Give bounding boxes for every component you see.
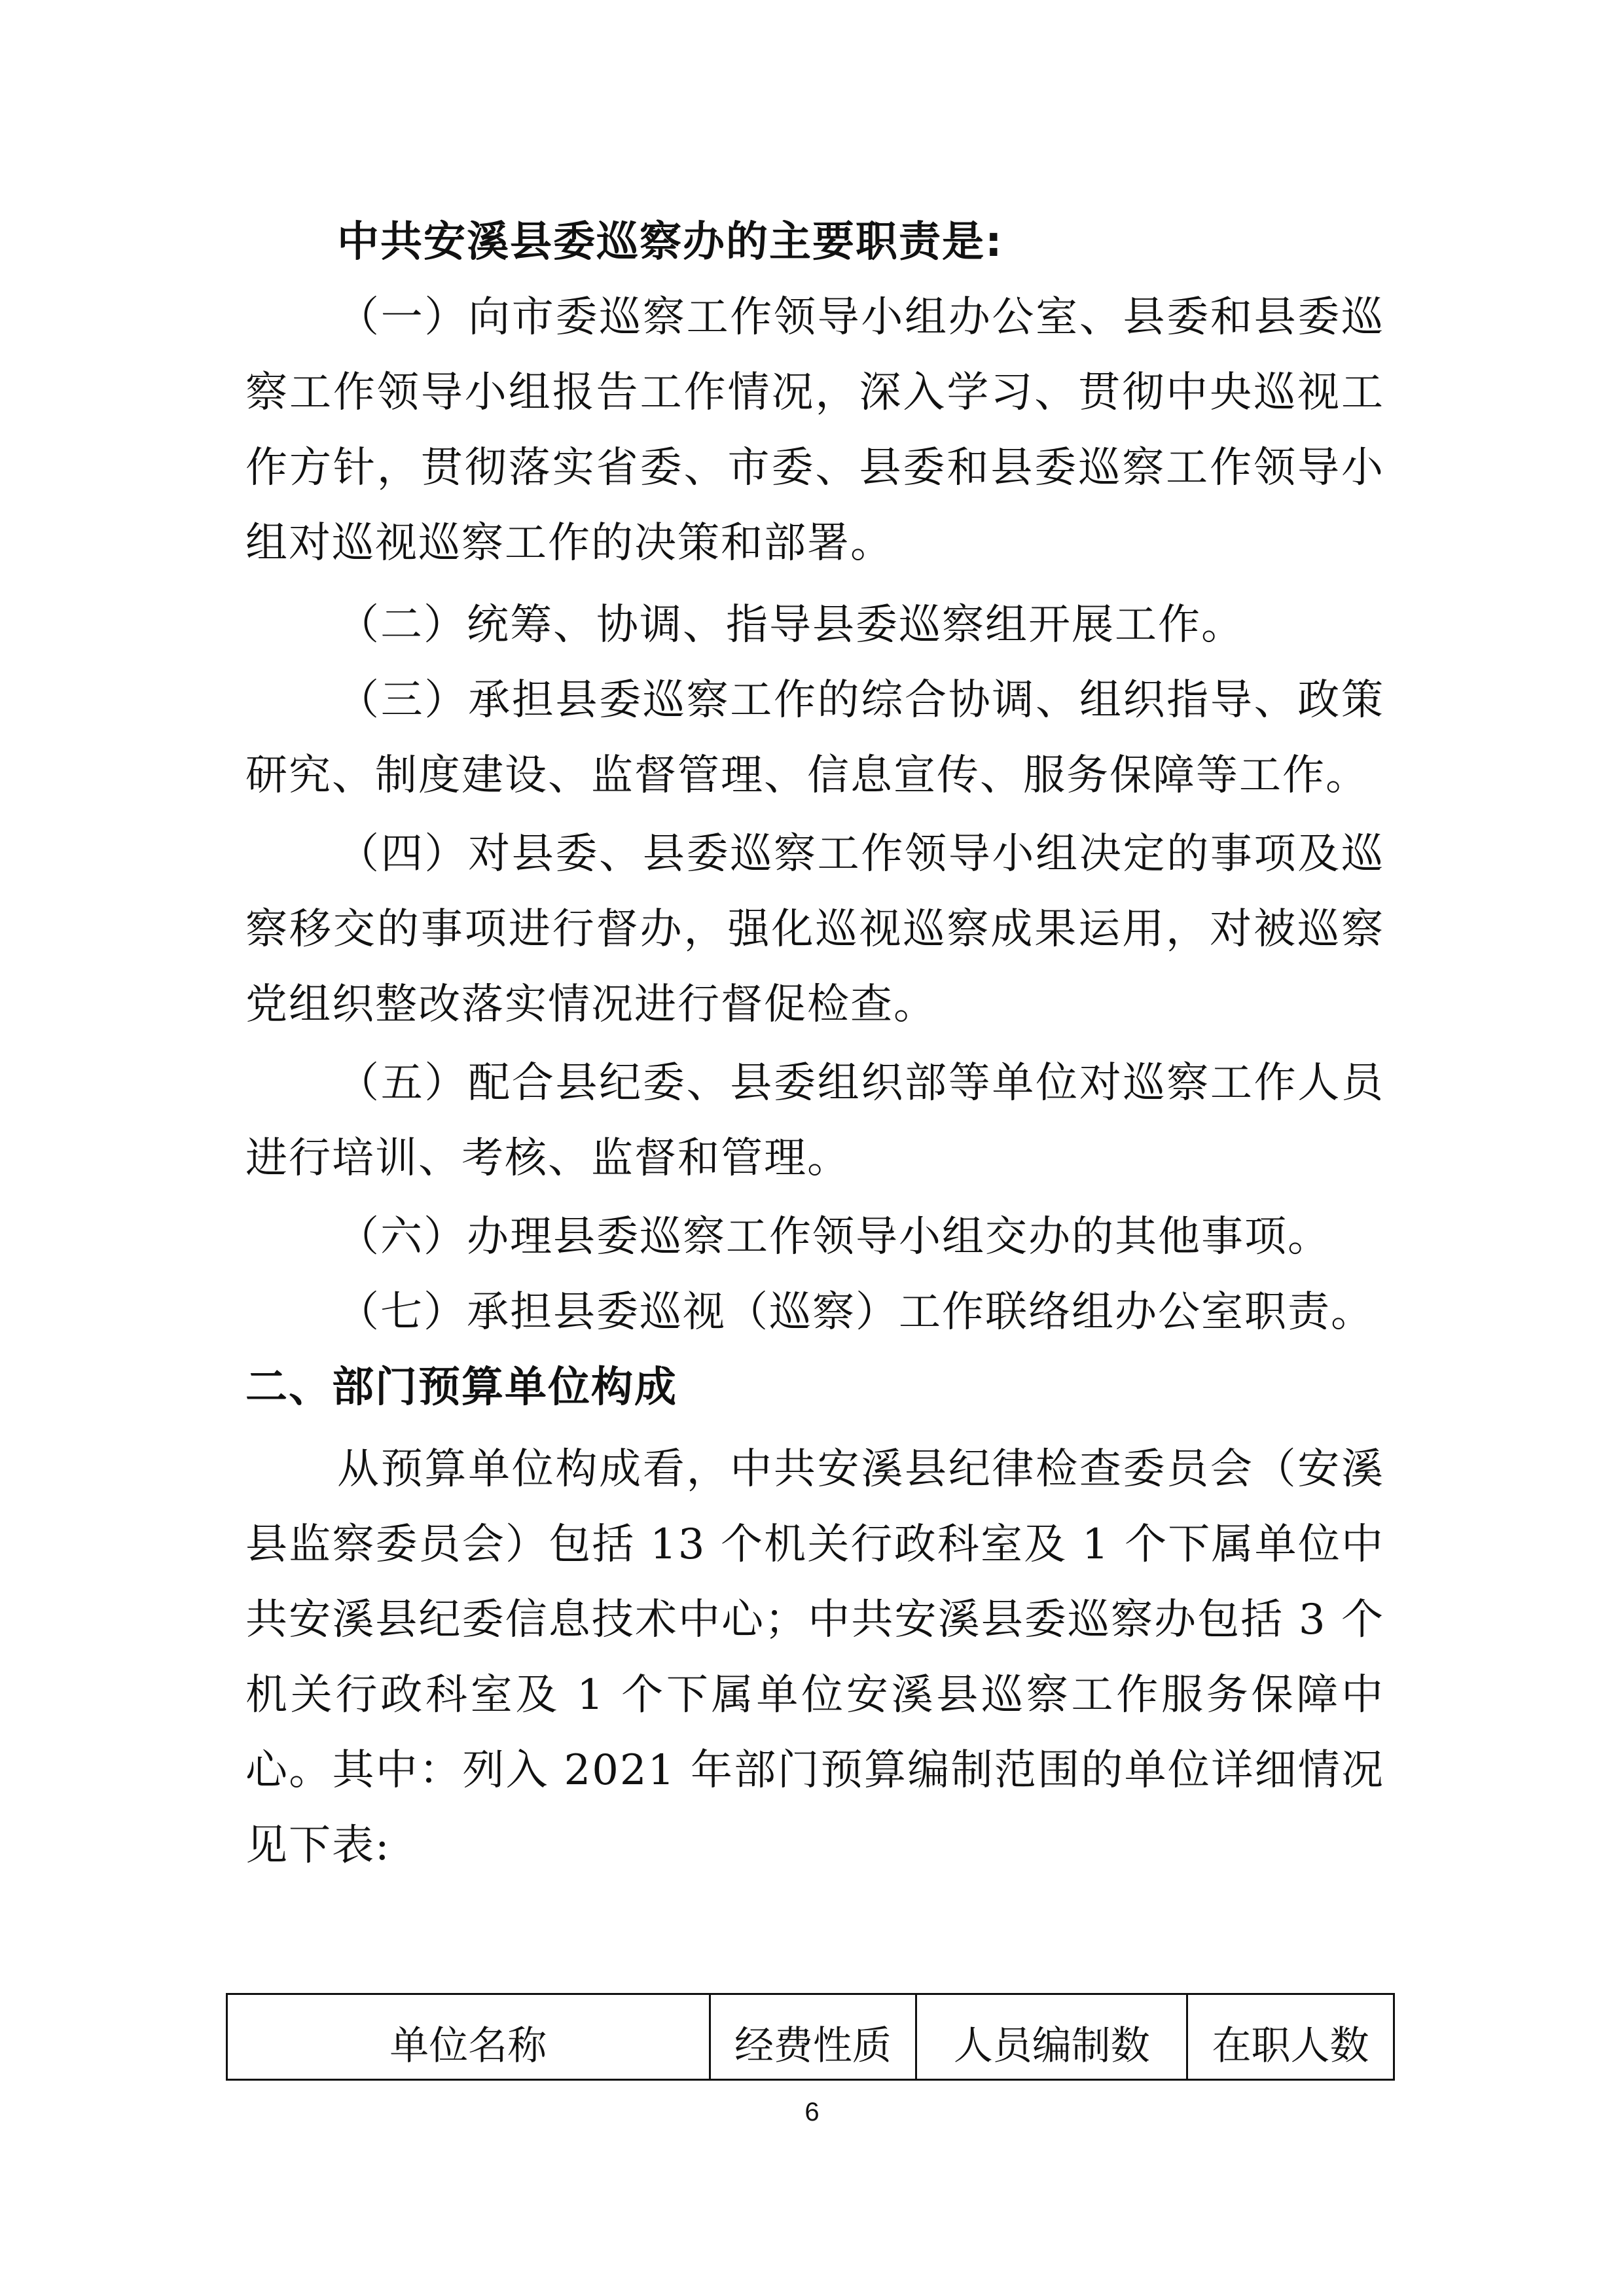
duty-1-line-1: （一）向市委巡察工作领导小组办公室、县委和县委巡 (337, 293, 1384, 342)
duties-heading: 中共安溪县委巡察办的主要职责是: (337, 218, 1003, 266)
section-2-line-2: 县监察委员会）包括 13 个机关行政科室及 1 个下属单位中 (245, 1520, 1384, 1569)
duty-7: （七）承担县委巡视（巡察）工作联络组办公室职责。 (337, 1288, 1374, 1336)
section-2-line-5: 心。其中：列入 2021 年部门预算编制范围的单位详细情况 (245, 1746, 1384, 1795)
table-header-row (227, 1994, 1394, 2080)
section-2-line-1: 从预算单位构成看，中共安溪县纪律检查委员会（安溪 (337, 1445, 1384, 1494)
section-2-line-4: 机关行政科室及 1 个下属单位安溪县巡察工作服务保障中 (245, 1671, 1384, 1719)
duty-5-line-1: （五）配合县纪委、县委组织部等单位对巡察工作人员 (337, 1059, 1384, 1107)
section-2-line-6: 见下表: (245, 1821, 391, 1870)
duty-1-line-2: 察工作领导小组报告工作情况，深入学习、贯彻中央巡视工 (245, 368, 1384, 417)
duty-2: （二）统筹、协调、指导县委巡察组开展工作。 (337, 601, 1244, 649)
page-number: 6 (804, 2098, 820, 2126)
header-unit-name: 单位名称 (227, 1994, 710, 2080)
duty-4-line-2: 察移交的事项进行督办，强化巡视巡察成果运用，对被巡察 (245, 905, 1384, 954)
duty-1-line-4: 组对巡视巡察工作的决策和部署。 (245, 519, 893, 567)
duty-3-line-1: （三）承担县委巡察工作的综合协调、组织指导、政策 (337, 676, 1384, 725)
section-2-line-3: 共安溪县纪委信息技术中心；中共安溪县委巡察办包括 3 个 (245, 1596, 1384, 1644)
duty-4-line-1: （四）对县委、县委巡察工作领导小组决定的事项及巡 (337, 830, 1384, 878)
header-funding-type: 经费性质 (710, 1994, 916, 2080)
duty-1-line-3: 作方针，贯彻落实省委、市委、县委和县委巡察工作领导小 (245, 444, 1384, 492)
section-2-heading: 二、部门预算单位构成 (245, 1363, 677, 1412)
header-current-staff: 在职人数 (1187, 1994, 1394, 2080)
budget-units-table (226, 1993, 1395, 2081)
duty-3-line-2: 研究、制度建设、监督管理、信息宣传、服务保障等工作。 (245, 751, 1369, 800)
header-staff-quota: 人员编制数 (916, 1994, 1187, 2080)
duty-6: （六）办理县委巡察工作领导小组交办的其他事项。 (337, 1213, 1331, 1261)
duty-5-line-2: 进行培训、考核、监督和管理。 (245, 1134, 850, 1183)
duty-4-line-3: 党组织整改落实情况进行督促检查。 (245, 980, 937, 1029)
